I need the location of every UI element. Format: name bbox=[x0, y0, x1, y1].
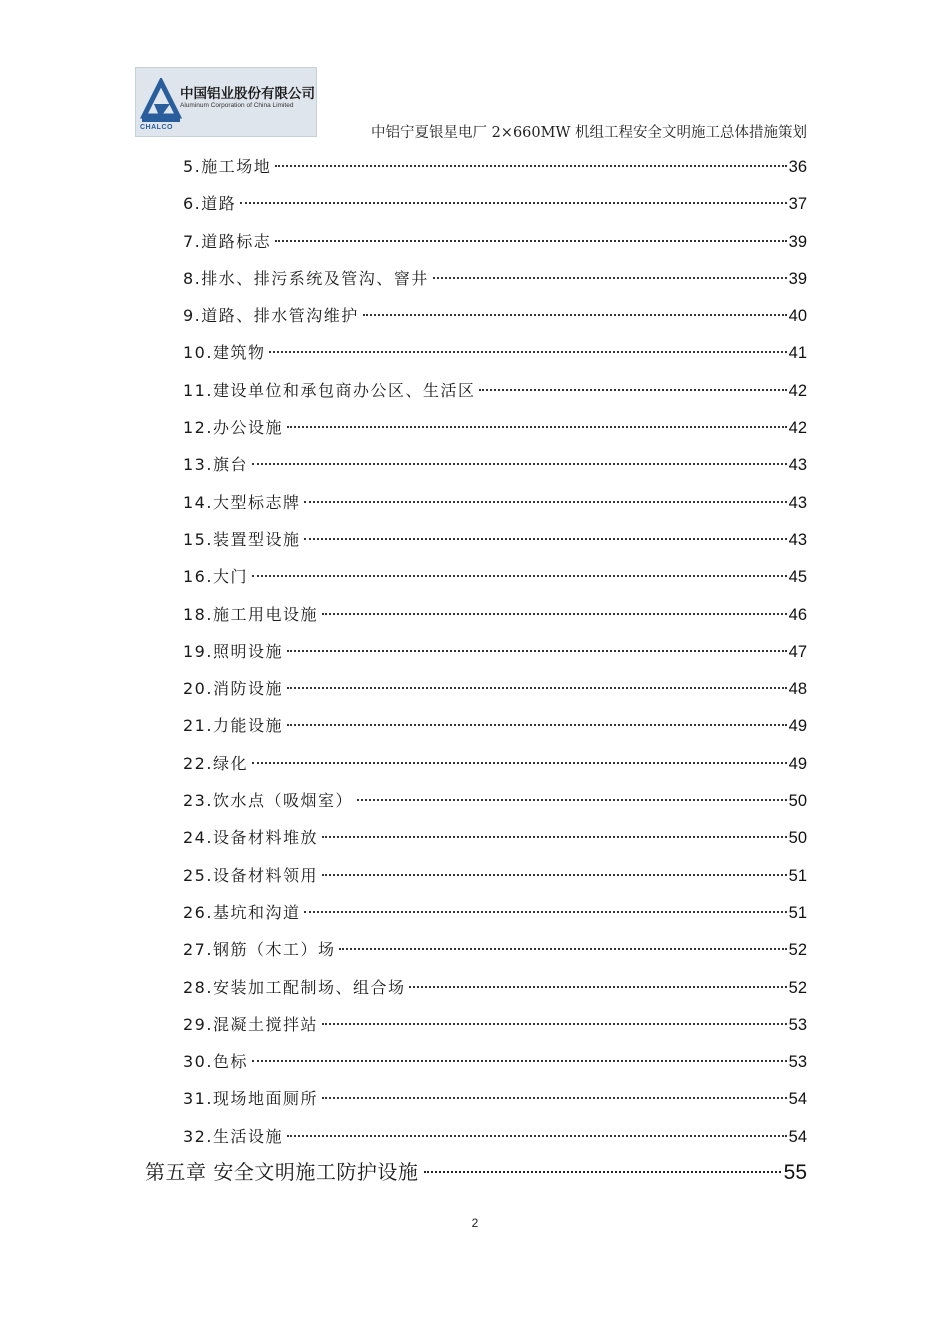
toc-entry-page: 51 bbox=[788, 903, 807, 922]
toc-entry-page: 48 bbox=[788, 680, 807, 699]
toc-leader-dots bbox=[252, 463, 787, 465]
toc-entry-page: 50 bbox=[788, 792, 807, 811]
toc-entry-page: 43 bbox=[788, 530, 807, 549]
toc-entry-page: 40 bbox=[788, 307, 807, 326]
toc-entry[interactable] bbox=[183, 338, 807, 375]
toc-leader-dots bbox=[287, 724, 787, 726]
toc-leader-dots bbox=[275, 165, 786, 167]
toc-chapter-label: 第五章 安全文明施工防护设施 bbox=[145, 1160, 419, 1184]
toc-entry-label: 11.建设单位和承包商办公区、生活区 bbox=[183, 380, 476, 400]
toc-leader-dots bbox=[357, 799, 787, 801]
toc-entry-page: 43 bbox=[788, 493, 807, 512]
toc-entry[interactable] bbox=[183, 413, 807, 450]
toc-entry[interactable] bbox=[183, 674, 807, 711]
toc-entry-label: 9.道路、排水管沟维护 bbox=[183, 306, 359, 326]
toc-leader-dots bbox=[339, 948, 786, 950]
toc-entry[interactable] bbox=[183, 376, 807, 413]
toc-entry[interactable] bbox=[183, 562, 807, 599]
toc-entry-page: 37 bbox=[788, 195, 807, 214]
toc-entry[interactable] bbox=[183, 264, 807, 301]
toc-leader-dots bbox=[479, 389, 786, 391]
toc-entry[interactable] bbox=[183, 823, 807, 860]
toc-leader-dots bbox=[363, 314, 787, 316]
toc-entry[interactable] bbox=[183, 1010, 807, 1047]
toc-entry-label: 14.大型标志牌 bbox=[183, 492, 301, 512]
toc-entry-page: 41 bbox=[788, 344, 807, 363]
toc-leader-dots bbox=[322, 1097, 787, 1099]
toc-leader-dots bbox=[322, 874, 787, 876]
toc-entry-label: 24.设备材料堆放 bbox=[183, 828, 318, 848]
toc-leader-dots bbox=[409, 986, 786, 988]
toc-entry-label: 18.施工用电设施 bbox=[183, 604, 318, 624]
logo-company-name-cn: 中国铝业股份有限公司 bbox=[180, 86, 315, 102]
toc-leader-dots bbox=[322, 836, 787, 838]
toc-entry-page: 39 bbox=[788, 269, 807, 288]
toc-entry-page: 49 bbox=[788, 754, 807, 773]
toc-entry-label: 27.钢筋（木工）场 bbox=[183, 940, 336, 960]
toc-entry-page: 51 bbox=[788, 866, 807, 885]
toc-entry-page: 52 bbox=[788, 941, 807, 960]
toc-leader-dots bbox=[424, 1171, 780, 1173]
toc-entry-page: 50 bbox=[788, 829, 807, 848]
toc-entry[interactable] bbox=[183, 189, 807, 226]
toc-entry[interactable] bbox=[183, 935, 807, 972]
toc-entry-label: 22.绿化 bbox=[183, 753, 248, 773]
toc-entry-label: 26.基坑和沟道 bbox=[183, 902, 301, 922]
toc-entry-page: 54 bbox=[788, 1127, 807, 1146]
toc-entry-label: 12.办公设施 bbox=[183, 418, 283, 438]
toc-entry[interactable] bbox=[183, 227, 807, 264]
toc-entry[interactable] bbox=[183, 1084, 807, 1121]
toc-leader-dots bbox=[304, 501, 786, 503]
toc-leader-dots bbox=[287, 1135, 787, 1137]
toc-entry[interactable] bbox=[183, 861, 807, 898]
toc-leader-dots bbox=[252, 575, 787, 577]
toc-entry[interactable] bbox=[183, 1047, 807, 1084]
chalco-logo-icon bbox=[140, 78, 182, 124]
toc-entry-label: 25.设备材料领用 bbox=[183, 865, 318, 885]
toc-entry-label: 15.装置型设施 bbox=[183, 529, 301, 549]
toc-leader-dots bbox=[304, 538, 786, 540]
toc-leader-dots bbox=[322, 613, 787, 615]
toc-leader-dots bbox=[304, 911, 786, 913]
toc-entry[interactable] bbox=[183, 711, 807, 748]
toc-leader-dots bbox=[287, 426, 787, 428]
toc-entry-page: 36 bbox=[788, 158, 807, 176]
document-header-title: 中铝宁夏银星电厂 2×660MW 机组工程安全文明施工总体措施策划 bbox=[370, 125, 807, 141]
toc-leader-dots bbox=[287, 650, 787, 652]
company-logo bbox=[135, 67, 317, 137]
toc-entry-label: 8.排水、排污系统及管沟、窨井 bbox=[183, 268, 429, 288]
toc-entry[interactable] bbox=[183, 301, 807, 338]
toc-entry-label: 13.旗台 bbox=[183, 455, 248, 475]
toc-entry-page: 53 bbox=[788, 1053, 807, 1072]
toc-chapter-page: 55 bbox=[783, 1161, 807, 1184]
toc-leader-dots bbox=[269, 351, 786, 353]
toc-entry-label: 23.饮水点（吸烟室） bbox=[183, 791, 353, 811]
toc-entry-label: 19.照明设施 bbox=[183, 641, 283, 661]
toc-leader-dots bbox=[322, 1023, 787, 1025]
toc-entry-label: 20.消防设施 bbox=[183, 679, 283, 699]
toc-entry-page: 43 bbox=[788, 456, 807, 475]
toc-entry-label: 28.安装加工配制场、组合场 bbox=[183, 977, 406, 997]
toc-entry-label: 6.道路 bbox=[183, 194, 237, 214]
toc-leader-dots bbox=[433, 277, 787, 279]
toc-entry[interactable] bbox=[183, 450, 807, 487]
toc-entry[interactable] bbox=[183, 749, 807, 786]
toc-entry[interactable] bbox=[183, 898, 807, 935]
toc-entry-page: 54 bbox=[788, 1090, 807, 1109]
table-of-contents bbox=[183, 152, 807, 1159]
toc-entry-label: 32.生活设施 bbox=[183, 1126, 283, 1146]
toc-chapter-entry[interactable] bbox=[145, 1154, 807, 1191]
page-header bbox=[135, 67, 807, 139]
logo-company-name-en: Aluminum Corporation of China Limited bbox=[180, 102, 294, 109]
toc-entry[interactable] bbox=[183, 488, 807, 525]
toc-entry[interactable] bbox=[183, 600, 807, 637]
toc-entry[interactable] bbox=[183, 525, 807, 562]
toc-entry-page: 39 bbox=[788, 232, 807, 251]
logo-abbreviation: CHALCO bbox=[140, 124, 173, 131]
toc-entry-page: 53 bbox=[788, 1015, 807, 1034]
toc-entry-page: 47 bbox=[788, 642, 807, 661]
toc-leader-dots bbox=[287, 687, 787, 689]
toc-entry-label: 31.现场地面厕所 bbox=[183, 1089, 318, 1109]
toc-entry-label: 29.混凝土搅拌站 bbox=[183, 1014, 318, 1034]
toc-entry-page: 42 bbox=[788, 381, 807, 400]
toc-entry-label: 30.色标 bbox=[183, 1052, 248, 1072]
toc-leader-dots bbox=[252, 762, 787, 764]
toc-entry-page: 52 bbox=[788, 978, 807, 997]
toc-entry-label: 7.道路标志 bbox=[183, 231, 272, 251]
toc-entry-label: 21.力能设施 bbox=[183, 716, 283, 736]
toc-entry[interactable] bbox=[183, 637, 807, 674]
toc-entry-label: 5.施工场地 bbox=[183, 157, 272, 176]
toc-leader-dots bbox=[275, 240, 786, 242]
toc-entry[interactable] bbox=[183, 973, 807, 1010]
toc-entry-label: 10.建筑物 bbox=[183, 343, 266, 363]
page-number: 2 bbox=[471, 1216, 479, 1230]
toc-entry-page: 42 bbox=[788, 419, 807, 438]
toc-entry-page: 45 bbox=[788, 568, 807, 587]
toc-entry-page: 49 bbox=[788, 717, 807, 736]
toc-entry-page: 46 bbox=[788, 605, 807, 624]
toc-leader-dots bbox=[240, 202, 786, 204]
toc-leader-dots bbox=[252, 1060, 787, 1062]
toc-entry-label: 16.大门 bbox=[183, 567, 248, 587]
toc-entry[interactable] bbox=[183, 152, 807, 189]
toc-entry[interactable] bbox=[183, 786, 807, 823]
